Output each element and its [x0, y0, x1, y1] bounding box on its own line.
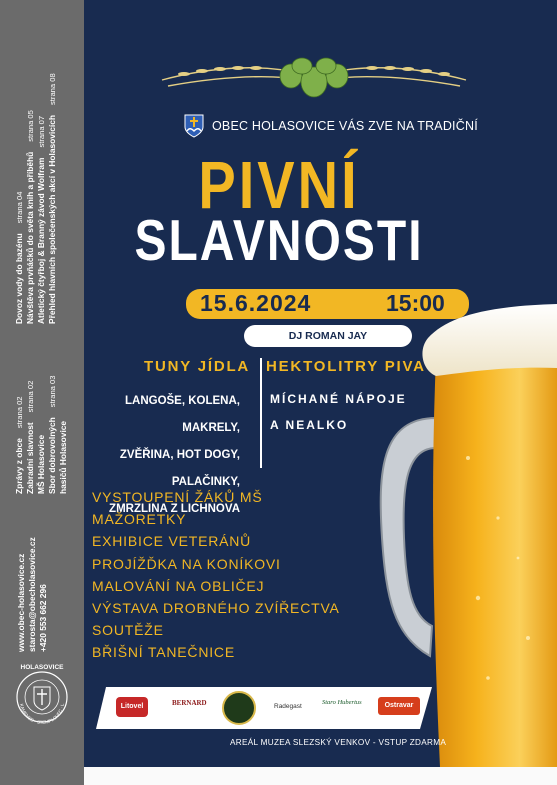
- website-link[interactable]: www.obec-holasovice.cz: [16, 553, 26, 652]
- radegast-label: Radegast: [274, 703, 302, 710]
- contacts: [16, 522, 49, 652]
- radegast-logo: [222, 691, 256, 725]
- title-line-2: SLAVNOSTI: [134, 209, 424, 274]
- sidebar: [0, 0, 84, 785]
- ostravar-logo: Ostravar: [378, 697, 420, 715]
- bernard-logo: BERNARD: [172, 699, 207, 707]
- event-poster: [84, 0, 557, 767]
- toc-item[interactable]: Dovoz vody do bazénu strana 04: [14, 191, 24, 324]
- intro-line: [184, 114, 478, 138]
- column-divider: [260, 358, 262, 468]
- food-line: LANGOŠE, KOLENA, MAKRELY,: [124, 395, 240, 434]
- program-item: VYSTOUPENÍ ŽÁKŮ MŠ: [92, 489, 263, 505]
- toc-item[interactable]: Sbor dobrovolných strana 03: [47, 375, 57, 494]
- program-list: [92, 486, 340, 664]
- event-date: 15.6.2024: [200, 290, 312, 316]
- coat-of-arms-icon: [184, 114, 204, 138]
- dj-badge: DJ ROMAN JAY: [244, 325, 412, 347]
- title-line-1: PIVNÍ: [198, 146, 360, 223]
- toc-item[interactable]: Zabradní slavnost strana 02: [25, 380, 35, 494]
- drinks-line: MÍCHANÉ NÁPOJE: [270, 392, 407, 406]
- sponsor-strip: [94, 683, 444, 733]
- toc-item[interactable]: Návštěva prvňáčků do světa knih a příběhů strana 05: [25, 110, 35, 324]
- svg-text:HOLASOVICE: HOLASOVICE: [20, 664, 64, 671]
- program-item: MALOVÁNÍ NA OBLIČEJ: [92, 577, 265, 594]
- toc-item[interactable]: Atletický čtyřboj & Branný závod Wolfram strana 07: [36, 115, 46, 324]
- page-footer: [84, 767, 557, 785]
- phone-number: +420 553 662 296: [38, 584, 48, 652]
- toc-item[interactable]: MŠ Holasovice: [36, 434, 46, 494]
- program-item: VÝSTAVA DROBNÉHO ZVÍŘECTVA: [92, 600, 340, 617]
- hubertus-logo: Staro Hubertus: [322, 699, 362, 706]
- toc-item[interactable]: Zprávy z obce strana 02: [14, 396, 24, 494]
- toc-item[interactable]: hasičů Holasovice: [58, 420, 68, 494]
- program-item: EXHIBICE VETERÁNŮ: [92, 533, 252, 550]
- intro-text: OBEC HOLASOVICE VÁS ZVE NA TRADIČNÍ: [212, 119, 478, 133]
- food-line: ZVĚŘINA, HOT DOGY, PALAČINKY,: [119, 449, 240, 488]
- toc-bottom: [14, 344, 69, 494]
- food-line: ZMRZLINA Z LICHNOVA: [109, 503, 240, 515]
- litovel-logo: Litovel: [116, 697, 148, 717]
- food-heading: TUNY JÍDLA: [144, 358, 251, 375]
- event-time: 15:00: [386, 290, 445, 316]
- email-link[interactable]: starosta@obecholasovice.cz: [27, 537, 37, 652]
- wheat-hops-icon: [154, 52, 474, 102]
- venue-note: AREÁL MUZEA SLEZSKÝ VENKOV - VSTUP ZDARMA: [230, 738, 447, 747]
- toc-item[interactable]: Přehled hlavních společenských akcí v Holasovicích strana 08: [47, 73, 57, 324]
- program-item: PROJÍŽĎKA NA KONÍKOVI: [92, 555, 281, 572]
- drinks-heading: HEKTOLITRY PIVA: [266, 358, 426, 375]
- toc-top: [14, 54, 58, 324]
- drinks-line: A NEALKO: [270, 418, 349, 432]
- municipal-seal-icon: [8, 660, 76, 730]
- program-item: MAŽORETKY: [92, 511, 187, 528]
- svg-text:KAMENEC · STEMPLOVEC · LODĚNIC: KAMENEC · STEMPLOVEC · L: [19, 703, 65, 726]
- program-item: SOUTĚŽE: [92, 622, 164, 639]
- program-item: BŘIŠNÍ TANEČNICE: [92, 644, 235, 661]
